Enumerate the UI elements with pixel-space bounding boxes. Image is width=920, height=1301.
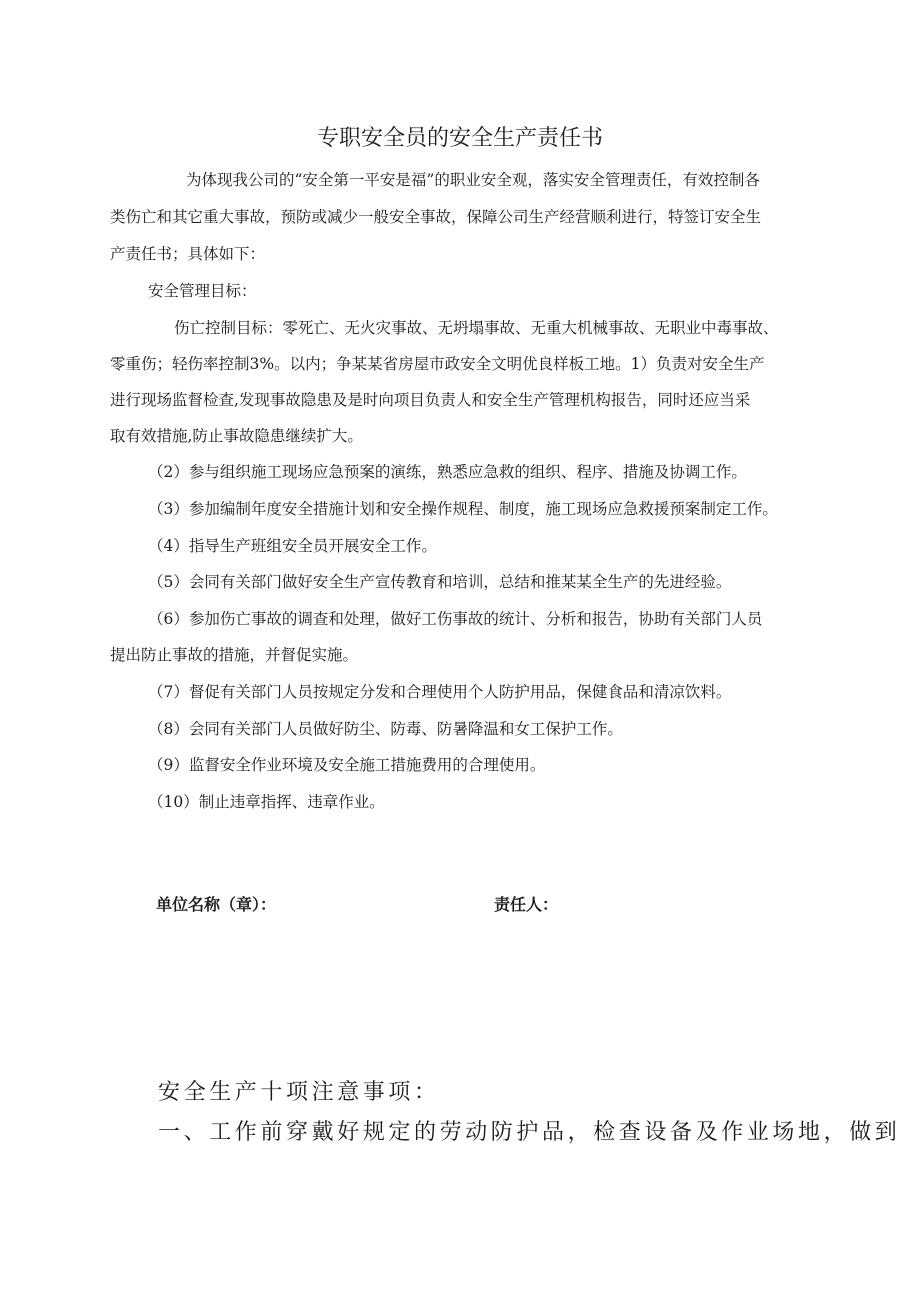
list-item: （8）会同有关部门人员做好防尘、防毒、防暑降温和女工保护工作。 — [148, 720, 623, 738]
goal-line: 伤亡控制目标：零死亡、无火灾事故、无坍塌事故、无重大机械事故、无职业中毒事故、 — [174, 319, 779, 337]
list-item: （10）制止违章指挥、违章作业。 — [148, 793, 385, 811]
intro-line: 产责任书；具体如下： — [110, 245, 266, 263]
list-item: （9）监督安全作业环境及安全施工措施费用的合理使用。 — [148, 756, 546, 774]
document-title: 专职安全员的安全生产责任书 — [316, 126, 603, 151]
goal-line: 取有效措施,防止事故隐患继续扩大。 — [110, 427, 363, 445]
list-item: （7）督促有关部门人员按规定分发和合理使用个人防护用品，保健食品和清凉饮料。 — [148, 683, 732, 701]
list-item: （3）参加编制年度安全措施计划和安全操作规程、制度，施工现场应急救援预案制定工作。 — [148, 500, 778, 518]
notes-heading: 安全生产十项注意事项： — [158, 1080, 440, 1105]
notes-first-line: 一、工作前穿戴好规定的劳动防护品，检查设备及作业场地，做到 — [158, 1120, 901, 1145]
intro-line: 类伤亡和其它重大事故，预防或减少一般安全事故，保障公司生产经营顺利进行，特签订安全生 — [110, 208, 762, 226]
goal-line: 零重伤；轻伤率控制3%。以内；争某某省房屋市政安全文明优良样板工地。1）负责对安全生产 — [110, 355, 765, 373]
goal-heading: 安全管理目标： — [148, 282, 257, 300]
list-item: （2）参与组织施工现场应急预案的演练，熟悉应急救的组织、程序、措施及协调工作。 — [148, 463, 747, 481]
list-item: （4）指导生产班组安全员开展安全工作。 — [148, 537, 437, 555]
responsible-person-label: 责任人： — [494, 895, 559, 914]
list-item: （5）会同有关部门做好安全生产宣传教育和培训，总结和推某某全生产的先进经验。 — [148, 573, 732, 591]
list-item: 提出防止事故的措施，并督促实施。 — [110, 646, 359, 664]
intro-line: 为体现我公司的“安全第一平安是福”的职业安全观，落实安全管理责任，有效控制各 — [186, 171, 760, 189]
list-item: （6）参加伤亡事故的调查和处理，做好工伤事故的统计、分析和报告，协助有关部门人员 — [148, 610, 763, 628]
unit-name-label: 单位名称（章）： — [156, 895, 277, 914]
goal-line: 进行现场监督检查,发现事故隐患及是时向项目负责人和安全生产管理机构报告，同时还应当采 — [110, 391, 751, 409]
